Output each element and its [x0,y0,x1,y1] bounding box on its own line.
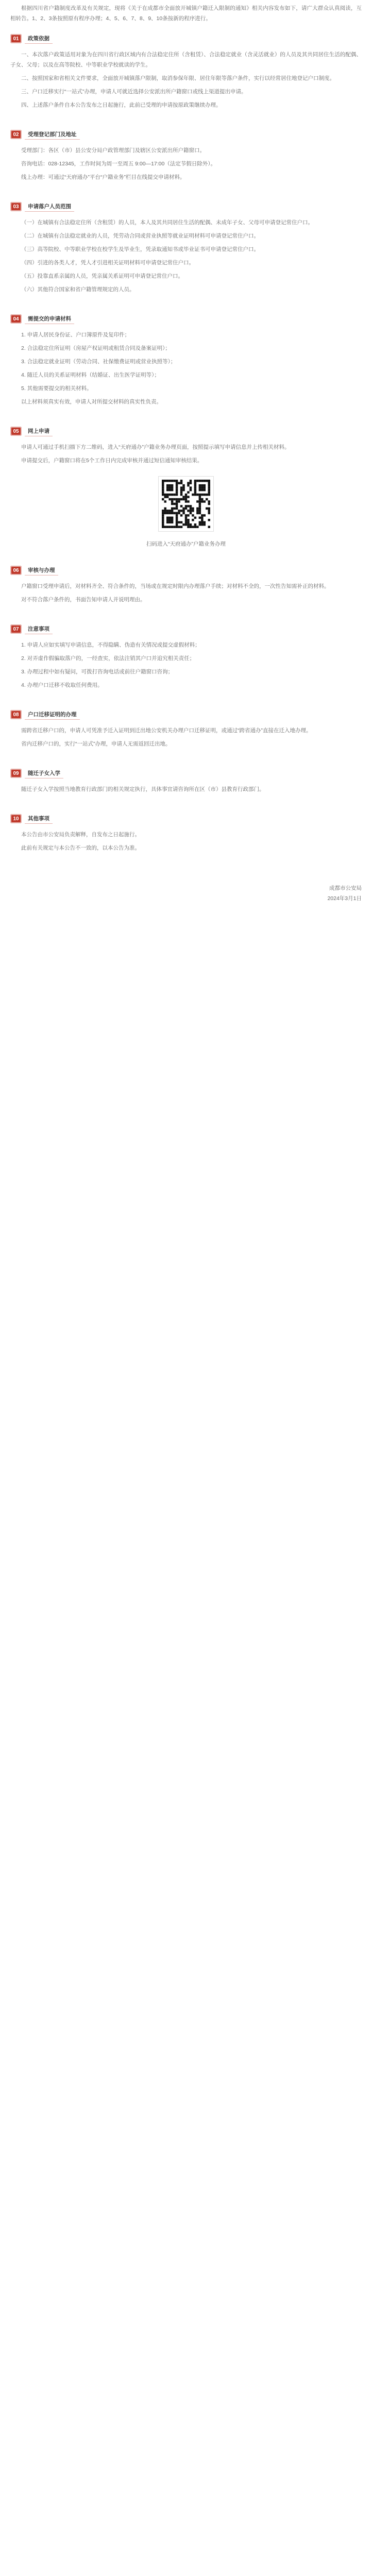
section-title: 申请落户人员范围 [25,201,74,212]
section-paragraph: 申请提交后，户籍窗口将在5个工作日内完成审核并通过短信通知审核结果。 [21,457,203,464]
section-header [10,313,362,325]
section-paragraph: 3. 办理过程中如有疑问，可拨打咨询电话或前往户籍窗口咨询； [21,669,174,675]
section-paragraph: 申请人可通过手机扫描下方二维码，进入“天府通办”户籍业务办理页面，按照提示填写申请信息并上传相关材料。 [21,444,290,450]
section-paragraph: 此前有关规定与本公告不一致的，以本公告为准。 [21,845,140,851]
section-number-badge: 10 [10,814,22,823]
section-paragraph: 1. 申请人居民身份证、户口簿原件及复印件； [21,332,130,338]
section-number-badge: 09 [10,769,22,778]
section-header [10,623,362,635]
section-title: 随迁子女入学 [25,768,63,778]
section-title: 审核与办理 [25,565,58,575]
section-paragraph: （二）在城镇有合法稳定就业的人员，凭劳动合同或营业执照等就业证明材料可申请登记常住户口。 [21,233,259,239]
section [10,565,362,620]
qr-code-wrap [10,476,362,532]
section-paragraph: 随迁子女入学按照当地教育行政部门的相关规定执行，具体事宜请咨询所在区（市）县教育行政部门。 [21,786,265,792]
signature-date: 2024年3月1日 [327,895,362,902]
section [10,623,362,706]
section-paragraph: （四）引进的各类人才，凭人才引进相关证明材料可申请登记常住户口。 [21,260,194,266]
section [10,709,362,765]
section-paragraph: （五）投靠直系亲属的人员，凭亲属关系证明可申请登记常住户口。 [21,273,183,279]
section-number-badge: 06 [10,566,22,575]
section-header [10,129,362,140]
section-paragraph: 需跨省迁移户口的，申请人可凭准予迁入证明到迁出地公安机关办理户口迁移证明，或通过“跨省通办”直接在迁入地办理。 [21,727,312,734]
section-number-badge: 02 [10,130,22,139]
section-paragraph: 对不符合落户条件的，书面告知申请人并说明理由。 [21,597,146,603]
section-paragraph: 4. 随迁人员的关系证明材料（结婚证、出生医学证明等）； [21,372,160,378]
section-paragraph: （一）在城镇有合法稳定住所（含租赁）的人员，本人及其共同居住生活的配偶、未成年子女、父母可申请登记常住户口。 [21,219,313,226]
section-header [10,709,362,720]
section [10,33,362,126]
section [10,313,362,422]
section-number-badge: 08 [10,710,22,719]
section-paragraph: 三、户口迁移实行“一站式”办理，申请人可就近选择公安派出所户籍窗口或线上渠道提出申请。 [21,89,247,95]
section-paragraph: 一、本次落户政策适用对象为在四川省行政区域内有合法稳定住所（含租赁）、合法稳定就业（含灵活就业）的人员及其共同居住生活的配偶、子女、父母；以及在高等院校、中等职业学校就读的学生。 [10,52,362,68]
section-title: 户口迁移证明的办理 [25,709,80,720]
section-header [10,813,362,824]
section-title: 政策依据 [25,33,53,44]
section-paragraph: 二、按照国家和省相关文件要求，全面放开城镇落户限制，取消参保年限、居住年限等落户条件，实行以经常居住地登记户口制度。 [21,75,335,81]
section-paragraph: 4. 办理户口迁移不收取任何费用。 [21,682,103,688]
section [10,768,362,810]
sections-container [10,33,362,869]
section-title: 注意事项 [25,624,53,634]
section-paragraph: 2. 合法稳定住所证明（房屋产权证明或租赁合同及备案证明）； [21,345,171,351]
section-paragraph: 2. 对弄虚作假骗取落户的，一经查实，依法注销其户口并追究相关责任； [21,655,195,662]
section-paragraph: 以上材料须真实有效，申请人对所提交材料的真实性负责。 [21,399,162,405]
qr-code-icon[interactable] [158,476,214,532]
signature-org: 成都市公安局 [329,885,362,891]
section-paragraph: 省内迁移户口的，实行“一站式”办理，申请人无需返回迁出地。 [21,741,171,747]
section-header [10,33,362,44]
qr-caption: 扫码进入“天府通办”户籍业务办理 [146,541,226,547]
section-header [10,426,362,437]
section [10,201,362,310]
section-paragraph: （三）高等院校、中等职业学校在校学生及毕业生，凭录取通知书或毕业证书可申请登记常住户口。 [21,246,259,252]
section-header [10,565,362,576]
section-paragraph: （六）其他符合国家和省户籍管理规定的人员。 [21,286,135,293]
signature-block [10,883,362,904]
section [10,813,362,869]
section-paragraph: 线上办理：可通过“天府通办”平台“户籍业务”栏目在线提交申请材料。 [21,174,185,180]
section-number-badge: 07 [10,624,22,634]
section-title: 需提交的申请材料 [25,314,74,324]
section-number-badge: 05 [10,427,22,436]
section-paragraph: 1. 申请人应如实填写申请信息，不得隐瞒、伪造有关情况或提交虚假材料； [21,642,200,648]
section-title: 其他事项 [25,814,53,824]
section-paragraph: 户籍窗口受理申请后，对材料齐全、符合条件的，当场或在规定时限内办理落户手续；对材料不全的，一次性告知需补正的材料。 [21,583,330,589]
section-paragraph: 3. 合法稳定就业证明（劳动合同、社保缴费证明或营业执照等）； [21,359,176,365]
section [10,129,362,198]
intro-paragraph: 根据四川省户籍制度改革及有关规定，现将《关于在成都市全面放开城镇户籍迁入限制的通知》相关内容发布如下，请广大群众认真阅读，互相转告。1、2、3条按照原有程序办理；4、5、6、7、8、9、10条按新的程序进行。 [10,5,362,22]
section-number-badge: 04 [10,314,22,324]
section-title: 网上申请 [25,426,53,436]
section-header [10,201,362,212]
section-number-badge: 01 [10,34,22,43]
section-paragraph: 本公告由市公安局负责解释，自发布之日起施行。 [21,832,140,838]
section-paragraph: 受理部门：各区（市）县公安分局户政管理部门及辖区公安派出所户籍窗口。 [21,147,205,154]
section-paragraph: 四、上述落户条件自本公告发布之日起施行，此前已受理的申请按原政策继续办理。 [21,102,222,108]
section [10,426,362,562]
section-header [10,768,362,779]
section-paragraph: 咨询电话：028-12345，工作时间为周一至周五 9:00—17:00（法定节假日除外）。 [21,161,216,167]
section-title: 受理登记部门及地址 [25,129,80,140]
section-paragraph: 5. 其他需要提交的相关材料。 [21,385,92,392]
section-number-badge: 03 [10,202,22,211]
